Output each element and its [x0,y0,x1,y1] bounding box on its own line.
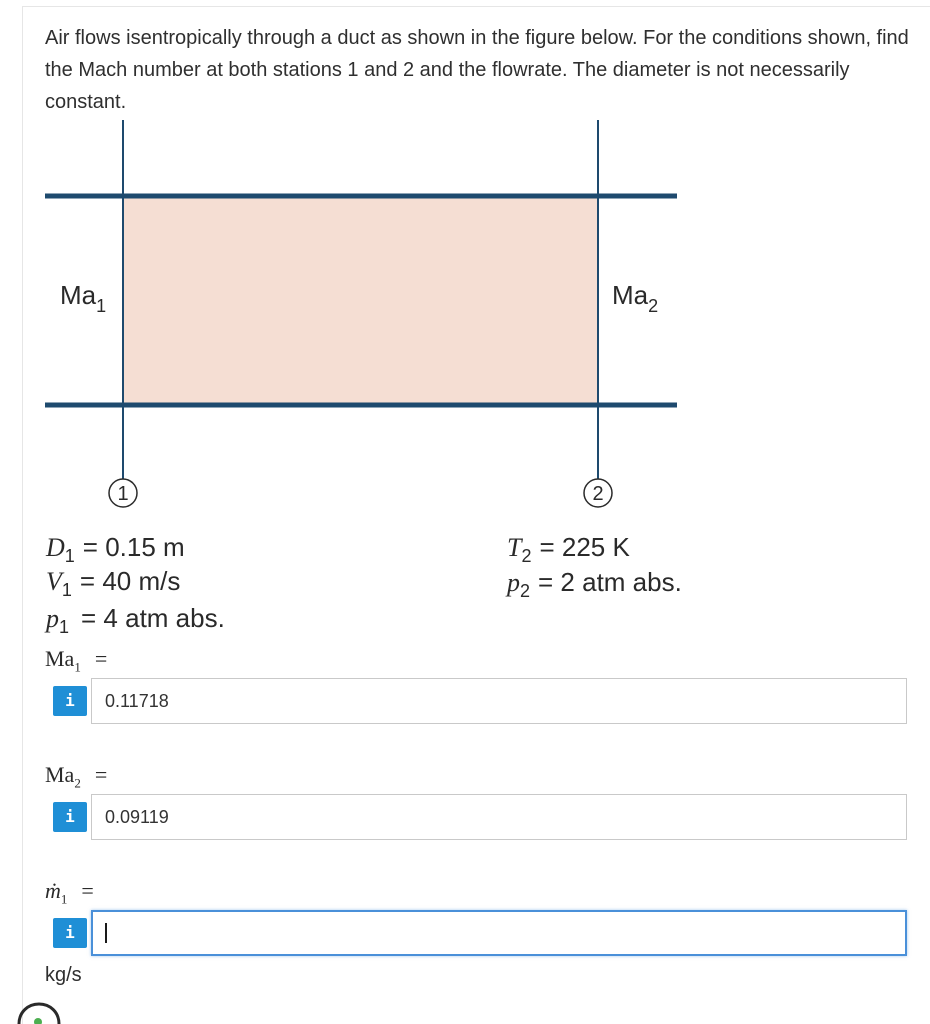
mdot-answer-label [45,878,94,907]
condition-p2-value: = 2 atm abs. [538,567,682,597]
condition-d1-sub: 1 [64,546,75,566]
condition-d1-var: D [46,533,65,562]
mdot-answer-row [53,910,907,956]
info-icon[interactable]: i [53,802,87,832]
ma2-equals: = [94,762,108,787]
assistant-icon[interactable] [14,1000,64,1024]
condition-p2-var: p [507,568,520,597]
condition-p1-sub: 1 [59,617,70,637]
condition-v1-var: V [46,567,62,596]
ma2-sub: 2 [648,296,659,316]
mdot-answer-input[interactable] [91,910,907,956]
ma1-answer-base: Ma [45,646,75,671]
condition-d1-value: = 0.15 m [82,532,185,562]
mdot-unit-label: kg/s [45,964,82,986]
mdot-answer-sub: 1 [60,891,68,907]
condition-p2-sub: 2 [520,581,531,601]
mdot-equals: = [81,878,94,903]
question-text: Air flows isentropically through a duct as shown in the figure below. For the conditions shown, find the Mach number at both stations 1 and 2 and the flowrate. The diameter is not necessarily constant. [45,27,909,113]
condition-t2-sub: 2 [521,546,532,566]
ma1-figure-label [60,280,106,316]
condition-v1-sub: 1 [61,580,72,600]
ma2-figure-label [612,280,658,316]
condition-p1-var: p [46,604,59,633]
mdot-answer-base: ṁ [45,878,61,903]
ma1-sub: 1 [96,296,107,316]
condition-p1-value: = 4 atm abs. [81,603,225,633]
ma2-answer-row [53,794,907,840]
condition-v1 [46,566,180,600]
text-cursor [105,923,107,943]
ma1-answer-label [45,646,107,675]
ma1-equals: = [94,646,108,671]
ma1-answer-row [53,678,907,724]
ma2-answer-input[interactable] [91,794,907,840]
duct-region [123,197,599,405]
ma1-answer-input[interactable] [91,678,907,724]
info-icon[interactable]: i [53,686,87,716]
ma2-answer-label [45,762,107,791]
condition-v1-value: = 40 m/s [79,566,181,596]
station-2-number: 2 [592,483,604,505]
ma1-answer-sub: 1 [74,659,81,675]
ma1-base: Ma [60,280,97,310]
condition-t2-value: = 225 K [539,532,630,562]
condition-t2 [507,532,630,566]
info-icon[interactable]: i [53,918,87,948]
condition-d1 [45,532,185,566]
station-1-number: 1 [117,483,129,505]
ma2-answer-base: Ma [45,762,75,787]
condition-p1 [44,603,225,637]
ma2-answer-sub: 2 [74,775,81,791]
ma2-base: Ma [612,280,649,310]
condition-t2-var: T [507,533,522,562]
condition-p2 [505,567,682,601]
